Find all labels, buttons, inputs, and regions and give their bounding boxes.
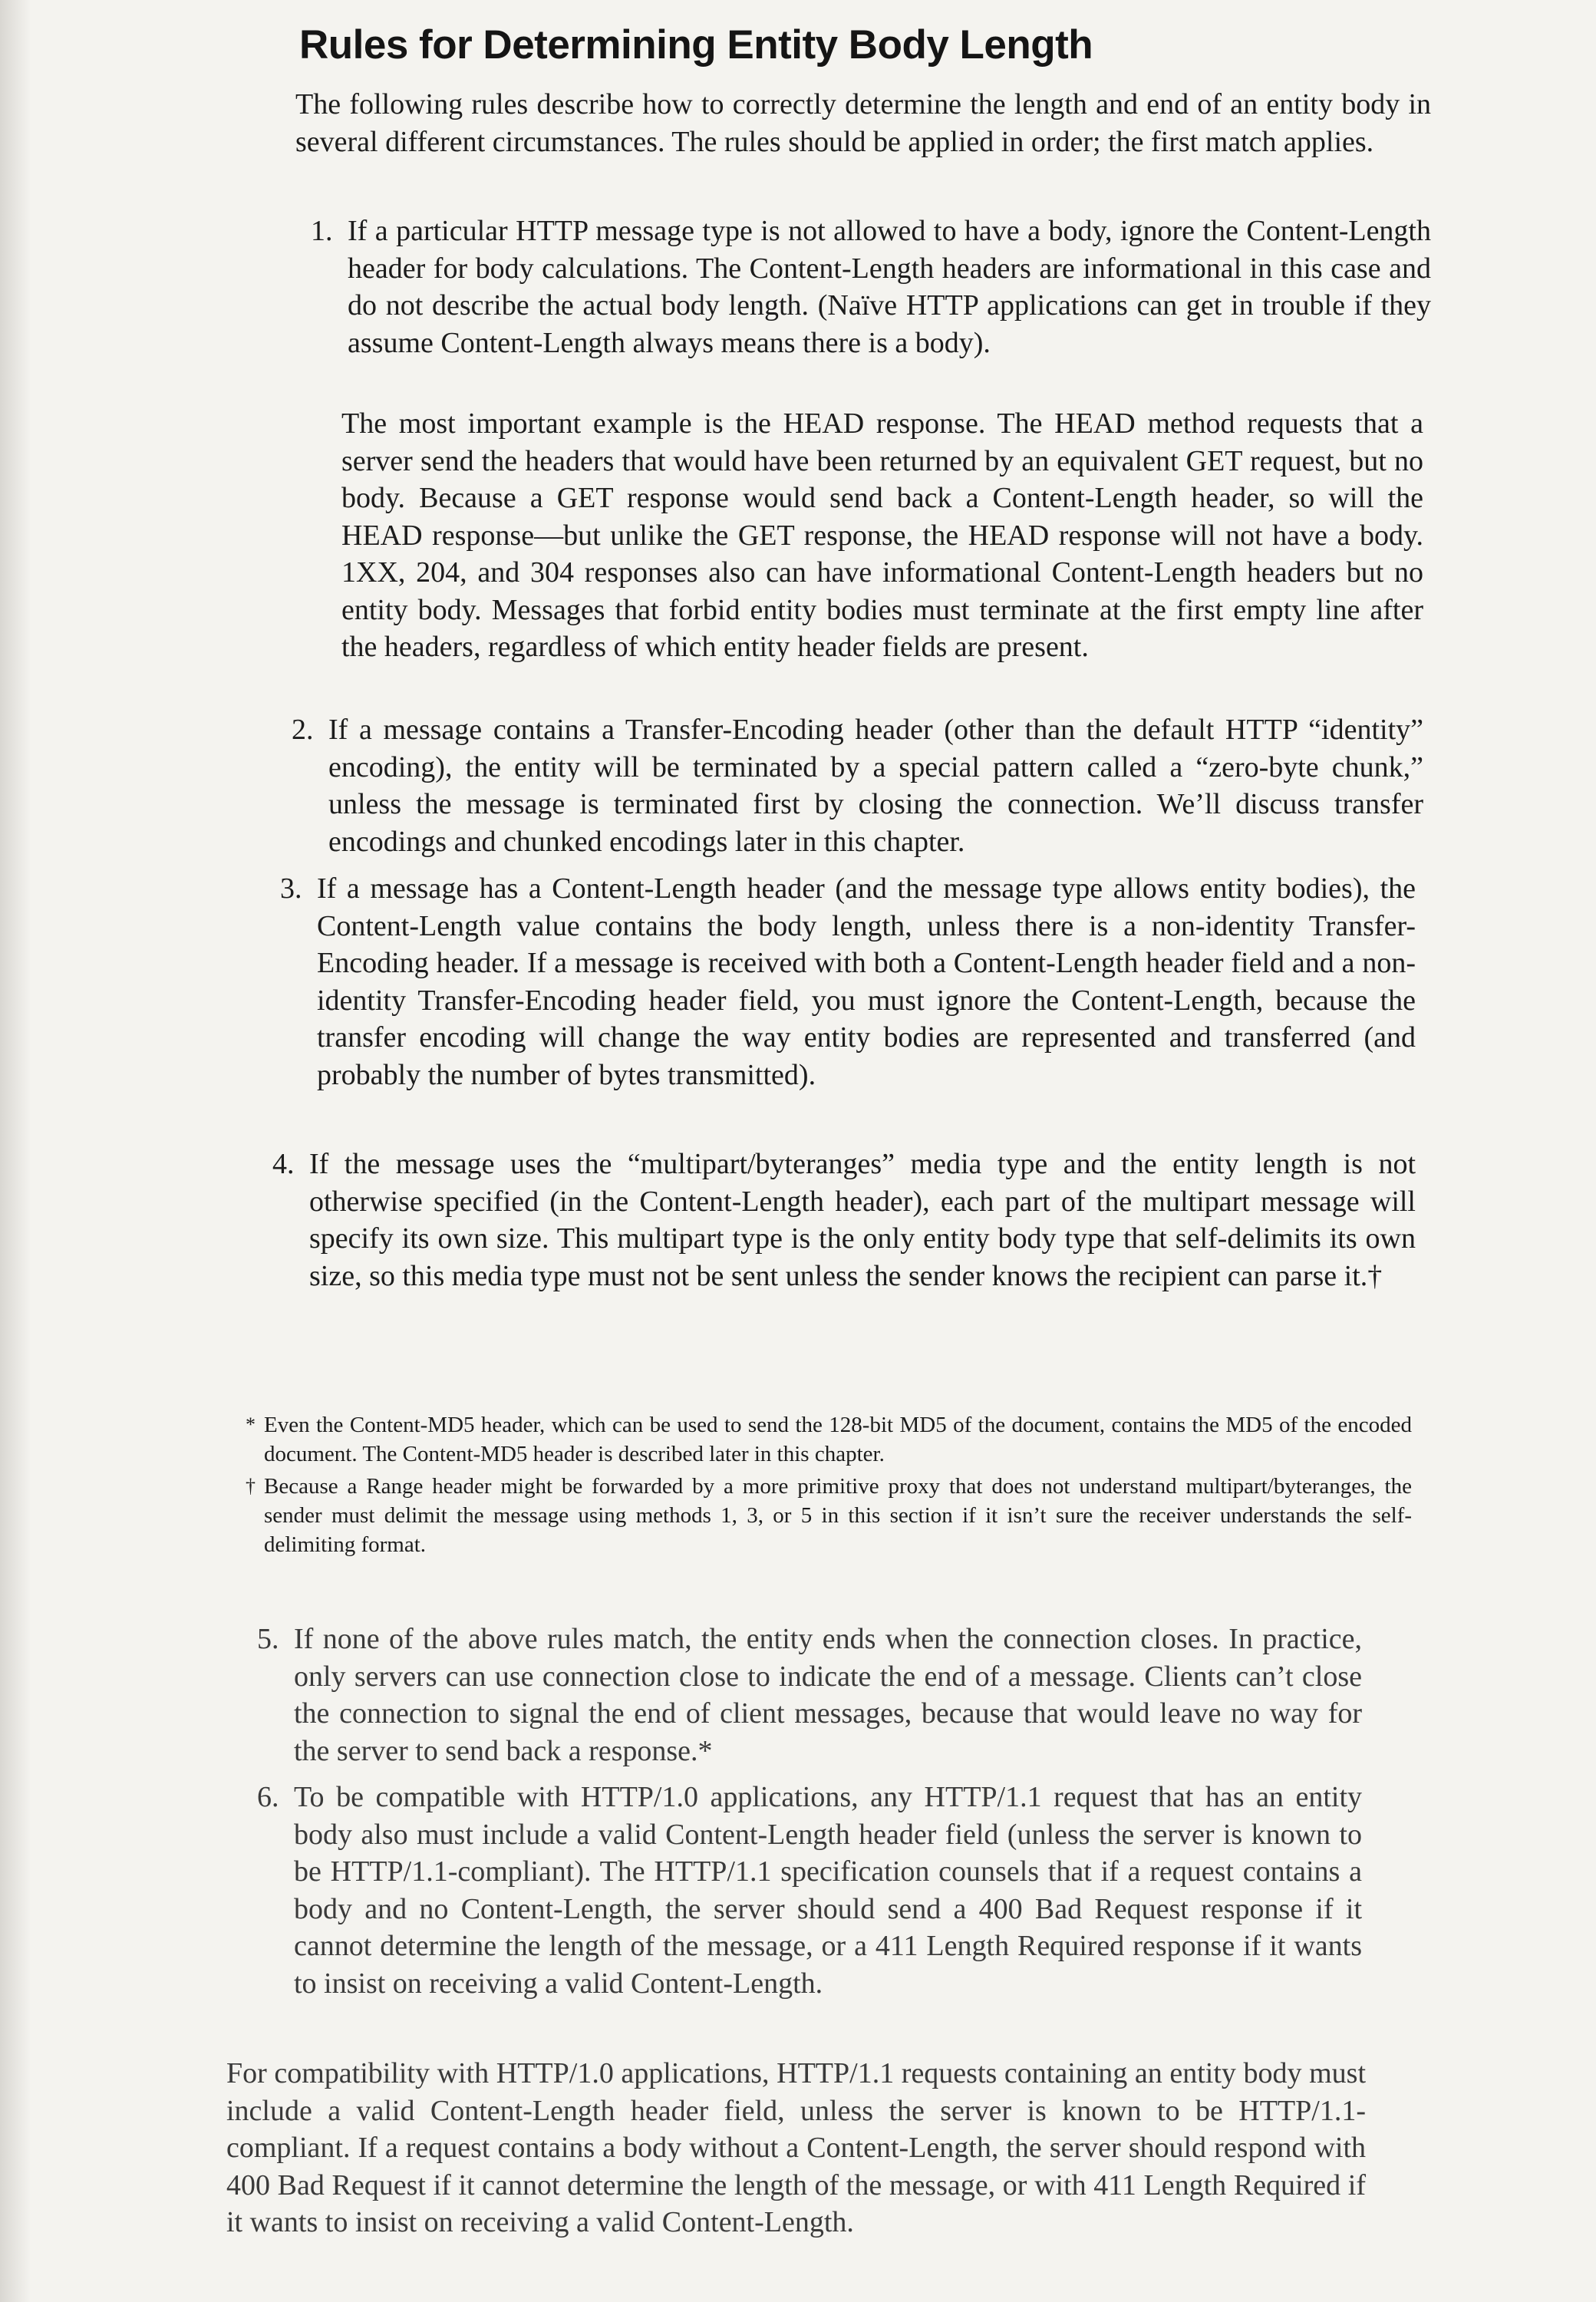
rule-text: If none of the above rules match, the entity ends when the connection closes. In practice, only servers can use connection close to indicate the end of a message. Clients can’t close the connection to signal the end of client messages, because that would leave no way for the server to send back a response.* [294,1623,1362,1767]
rule-item-4 [272,1146,1416,1294]
footnote-text: Because a Range header might be forwarded by a more primitive proxy that does not understand multipart/byteranges, the sender must delimit the message using methods 1, 3, or 5 in this section if it isn’t sure the receiver understands the self- delimiting format. [264,1474,1412,1557]
rule-item-1 [311,213,1431,361]
rule-item-6 [257,1779,1362,2002]
intro-paragraph: The following rules describe how to correctly determine the length and end of an entity body in several different circumstances. The rules should be applied in order; the first match applies. [295,88,1431,158]
rule-item-1-continuation: The most important example is the HEAD response. The HEAD method requests that a server send the headers that would have been returned by an equivalent GET request, but no body. Because a GET response would send back a Content-Length header, so will the HEAD response—but unlike the GET response, the HEAD response will not have a body. 1XX, 204, and 304 responses also can have informational Content-Length headers but no entity body. Messages that forbid entity bodies must terminate at the first empty line after the headers, regardless of which entity header fields are present. [341,407,1423,663]
rule-number: 3. [280,872,302,905]
closing-paragraph: For compatibility with HTTP/1.0 applications, HTTP/1.1 requests containing an entity body must include a valid Content-Length header field, unless the server is known to be HTTP/1.1-compliant. If a request contains a body without a Content-Length, the server should respond with 400 Bad Request if it cannot determine the length of the message, or with 411 Length Required if it wants to insist on receiving a valid Content-Length. [226,2057,1366,2238]
footnote-marker: † [246,1475,256,1497]
rule-text: If a particular HTTP message type is not allowed to have a body, ignore the Content-Length header for body calculations. The Content-Length headers are informational in this case and do not describe the actual body length. (Naïve HTTP applications can get in trouble if they assume Content-Length always means there is a body). [348,215,1431,359]
footnote-marker: * [246,1413,256,1436]
rule-text: If the message uses the “multipart/byteranges” media type and the entity length is not otherwise specified (in the Content-Length header), each part of the multipart message will specify its own size. This multipart type is the only entity body type that self-delimits its own size, so this media type must not be sent unless the sender knows the recipient can parse it.† [309,1148,1416,1292]
rule-number: 1. [311,215,333,247]
section-heading: Rules for Determining Entity Body Length [299,22,1093,68]
rule-number: 2. [292,714,314,746]
rule-number: 5. [257,1623,279,1655]
rule-number: 4. [272,1148,295,1180]
rule-text: To be compatible with HTTP/1.0 applications, any HTTP/1.1 request that has an entity body also must include a valid Content-Length header field (unless the server is known to be HTTP/1.1-compliant). The HTTP/1.1 specification counsels that if a request contains a body and no Content-Length, the server should send a 400 Bad Request response if it cannot determine the length of the message, or a 411 Length Required response if it wants to insist on receiving a valid Content-Length. [294,1781,1362,2000]
footnote-text: Even the Content-MD5 header, which can be used to send the 128-bit MD5 of the document, contains the MD5 of the encoded document. The Content-MD5 header is described later in this chapter. [264,1413,1412,1466]
rule-item-5 [257,1621,1362,1769]
rule-item-3 [280,870,1416,1093]
rule-text: If a message has a Content-Length header (and the message type allows entity bodies), the Content-Length value contains the body length, unless there is a non-identity Transfer-Encoding header. If a message is received with both a Content-Length header field and a non-identity Transfer-Encoding header field, you must ignore the Content-Length, because the transfer encoding will change the way entity bodies are represented and transferred (and probably the number of bytes transmitted). [317,872,1416,1091]
rule-number: 6. [257,1781,279,1813]
footnote-2 [246,1472,1412,1559]
footnote-1 [246,1410,1412,1469]
rule-text: If a message contains a Transfer-Encoding header (other than the default HTTP “identity” encoding), the entity will be terminated by a special pattern called a “zero-byte chunk,” unless the message is terminated first by closing the connection. We’ll discuss transfer encodings and chunked encodings later in this chapter. [328,714,1423,858]
rule-item-2 [292,711,1423,860]
page-edge-shadow [0,0,31,2302]
